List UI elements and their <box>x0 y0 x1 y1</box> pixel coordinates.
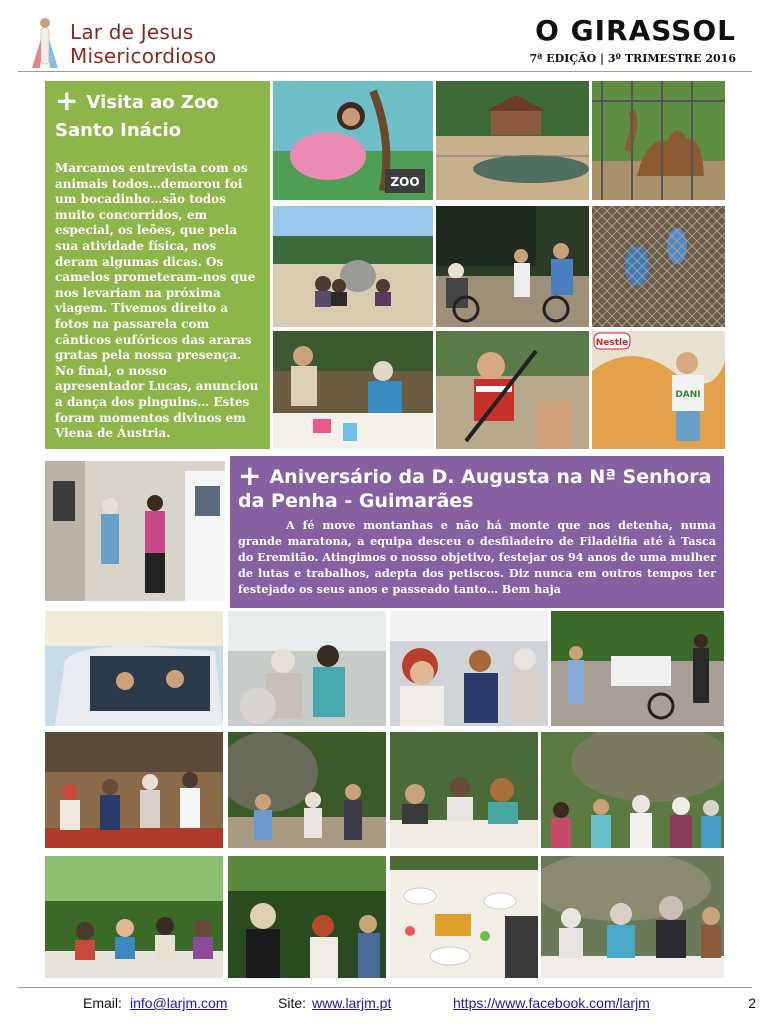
footer-divider <box>18 987 752 988</box>
plus-icon: + <box>55 84 79 117</box>
photo-birthday-rock-group <box>541 732 724 848</box>
footer-email-label: Email: <box>83 995 122 1011</box>
photo-birthday-van-passengers <box>45 611 223 726</box>
footer-email-link[interactable]: info@larjm.com <box>130 995 228 1011</box>
footer <box>0 995 768 1017</box>
photo-birthday-shaded-lunch <box>228 856 386 978</box>
dani-shirt-text: DANI <box>675 390 701 400</box>
photo-birthday-restaurant-terrace <box>45 732 223 848</box>
photo-zoo-camels <box>592 81 725 200</box>
photo-birthday-lunch-table-1 <box>390 732 538 848</box>
footer-site-label: Site: <box>278 995 307 1011</box>
photo-zoo-entrance-mural <box>273 81 433 200</box>
footer-facebook-link[interactable]: https://www.facebook.com/larjm <box>453 995 650 1011</box>
photo-zoo-lion-statue <box>273 206 433 327</box>
header-divider <box>18 71 752 72</box>
plus-icon: + <box>238 459 262 492</box>
article-birthday-title: Aniversário da D. Augusta na Nª Senhora da Penha - Guimarães <box>238 466 712 512</box>
edition-line: 7ª EDIÇÃO | 3º TRIMESTRE 2016 <box>529 52 736 65</box>
photo-birthday-inside-van-1 <box>228 611 386 726</box>
photo-birthday-street-arrival <box>45 461 225 601</box>
article-birthday <box>230 456 724 608</box>
photo-zoo-child-mural <box>592 331 725 449</box>
photo-birthday-parking-lot <box>551 611 724 726</box>
article-zoo-title: Visita ao Zoo Santo Inácio <box>55 92 219 141</box>
divine-mercy-figure-icon <box>30 16 60 68</box>
nestle-sign-text: Nestle <box>595 338 629 348</box>
logo-text-line1: Lar de Jesus <box>70 20 194 44</box>
zoo-sign-text: ZOO <box>390 175 420 189</box>
photo-birthday-celebrant-table <box>541 856 724 978</box>
photo-zoo-enclosure-pond <box>436 81 589 200</box>
photo-zoo-parrots-cage <box>592 206 725 327</box>
footer-site-link[interactable]: www.larjm.pt <box>312 995 392 1011</box>
article-zoo <box>45 81 270 449</box>
article-birthday-body: A fé move montanhas e não há monte que nos detenha, numa grande maratona, a equipa desceu o desfiladeiro de Filadélfia até à Tasca do Eremitão. Atingimos o nosso objetivo, festejar os 94 anos de uma mulher de lutas e trabalhos, adepta dos petiscos. Diz nunca em outros tempos ter festejado os seus anos e passeado tanto… Bem haja <box>238 518 716 596</box>
logo-text-line2: Misericordioso <box>70 44 217 68</box>
article-zoo-body: Marcamos entrevista com os animais todos…demorou foi um bocadinho…são todos muito concorridos, em especial, os leões, que pela sua atividade física, nos deram algumas dicas. Os camelos prometeram–nos que nos levariam na próxima viagem. Tivemos direito a fotos na passarela com cânticos eufóricos das araras gratas pela nossa presença. No final, o nosso apresentador Lucas, anunciou a dança dos pinguins… Estes foram momentos divinos em Viena de Áustria. <box>55 161 259 441</box>
photo-zoo-child-stroller <box>436 331 589 449</box>
photo-birthday-garden-walk <box>228 732 386 848</box>
newsletter-title: O GIRASSOL <box>535 14 736 47</box>
photo-zoo-wheelchair-group <box>436 206 589 327</box>
photo-birthday-inside-van-2 <box>390 611 548 726</box>
logo <box>30 14 270 70</box>
photo-birthday-cake-table <box>390 856 538 978</box>
page-number: 2 <box>748 995 756 1011</box>
photo-zoo-picnic-table <box>273 331 433 449</box>
photo-birthday-outdoor-tables <box>45 856 223 978</box>
